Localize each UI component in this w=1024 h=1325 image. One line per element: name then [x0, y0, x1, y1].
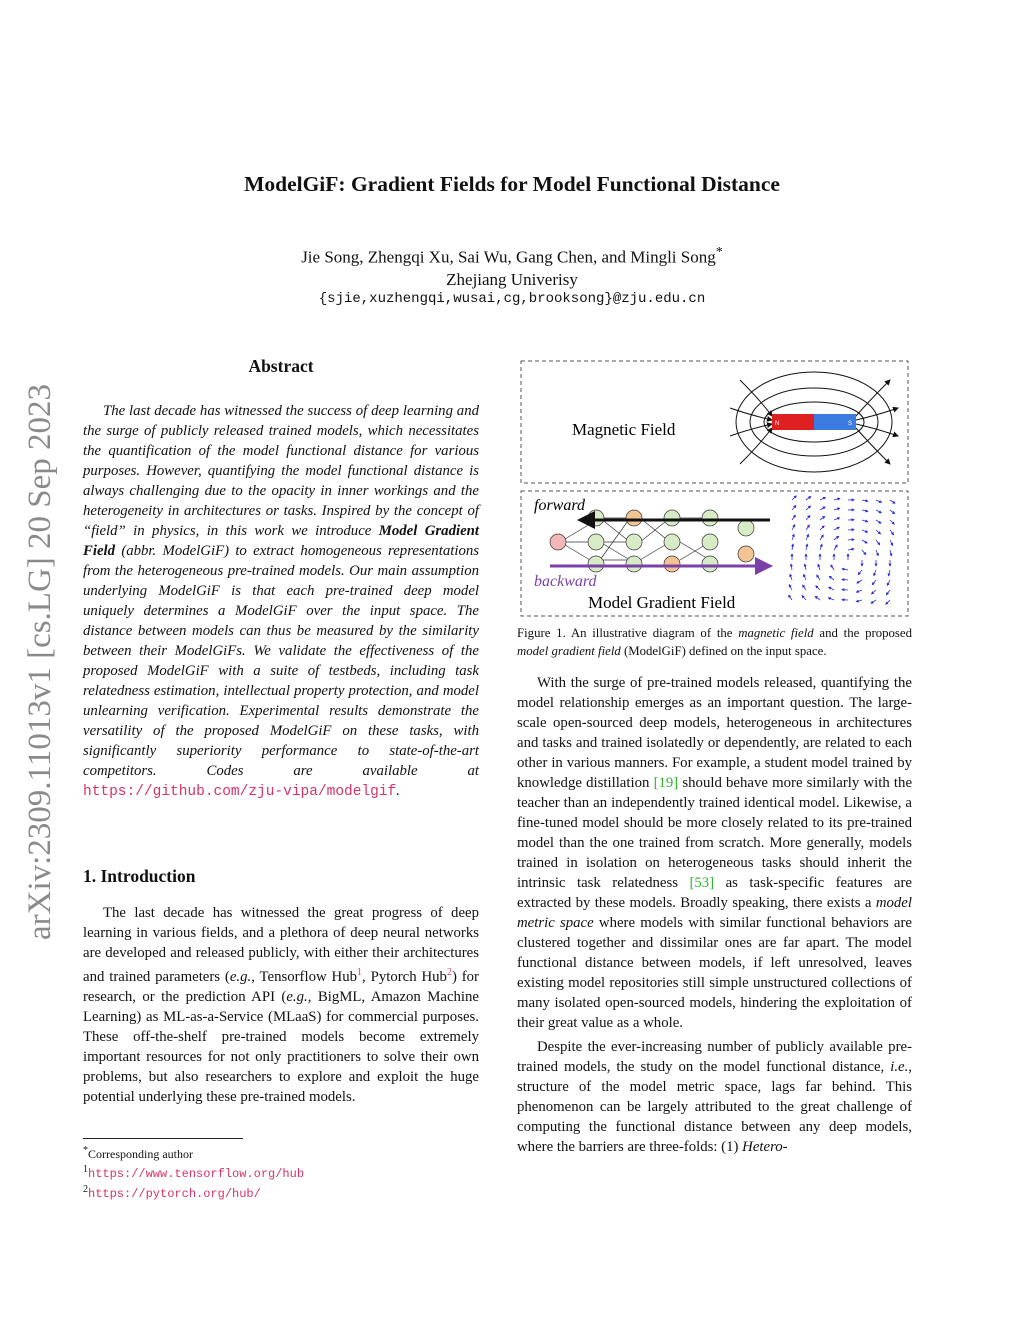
- authors: Jie Song, Zhengqi Xu, Sai Wu, Gang Chen, and Mingli Song: [301, 247, 716, 267]
- paragraph: [517, 673, 912, 1033]
- vector-arrow: [816, 586, 820, 590]
- citation-53[interactable]: [53]: [689, 875, 715, 891]
- vector-arrow: [829, 587, 834, 590]
- vector-arrow: [876, 540, 880, 545]
- vector-arrow: [862, 500, 868, 501]
- vector-arrow: [820, 507, 825, 510]
- footnote-link-2[interactable]: https://pytorch.org/hub/: [88, 1187, 261, 1201]
- vector-arrow: [848, 549, 854, 550]
- vector-arrow: [831, 565, 834, 570]
- vector-arrow: [792, 525, 795, 530]
- vector-arrow: [791, 564, 792, 570]
- vector-arrow: [862, 530, 868, 532]
- vector-arrow: [889, 570, 891, 576]
- vector-arrow: [834, 536, 839, 540]
- vector-arrow: [820, 497, 825, 500]
- backward-label: backward: [534, 573, 597, 590]
- gradient-vector-field: [789, 496, 895, 604]
- author-block: [0, 241, 1024, 291]
- intro-heading: 1. Introduction: [83, 866, 196, 886]
- intro-eg: e.g.: [229, 968, 252, 985]
- vector-arrow: [886, 590, 890, 595]
- vector-arrow: [806, 506, 811, 510]
- vector-arrow: [792, 506, 796, 511]
- vector-arrow: [818, 564, 820, 570]
- text: Despite the ever-increasing number of publicly available pre-trained models, the study on the model functional distance,: [517, 1039, 912, 1075]
- affiliation: Zhejiang Univerisy: [446, 269, 578, 289]
- footnote-corresponding: Corresponding author: [88, 1147, 193, 1161]
- vector-arrow: [890, 500, 895, 503]
- vector-arrow: [887, 580, 890, 585]
- vector-arrow: [789, 585, 792, 590]
- vector-arrow: [862, 510, 868, 511]
- forward-label: forward: [534, 497, 585, 514]
- vector-arrow: [872, 580, 876, 585]
- intro-eg: e.g.: [286, 988, 308, 1005]
- vector-arrow: [848, 539, 854, 540]
- vector-arrow: [857, 580, 862, 583]
- vector-arrow: [792, 496, 796, 500]
- vector-arrow: [871, 600, 876, 603]
- vector-arrow: [806, 544, 807, 550]
- vector-arrow: [829, 576, 834, 580]
- vector-arrow: [858, 570, 862, 575]
- vector-arrow: [890, 530, 894, 535]
- vector-arrow: [876, 550, 878, 556]
- text: where models with similar functional behaviors are clustered together and dissimilar ones are far apart. The model functional distance between models, if left unresolved, leaves existing model repositories still simple unstructured collections of many isolated open-sourced models, hindering the exploitation of their great value as a whole.: [517, 915, 912, 1031]
- intro-part: , Pytorch Hub: [362, 968, 447, 985]
- vector-arrow: [820, 544, 822, 550]
- vector-arrow: [842, 569, 848, 570]
- text: as task-specific features are extracted by these models. Broadly speaking, there exists a: [517, 875, 912, 911]
- vector-arrow: [862, 550, 866, 555]
- vector-arrow: [890, 540, 893, 545]
- vector-arrow: [820, 526, 824, 530]
- abstract-keyword: Model Gradient Field: [83, 523, 479, 559]
- vector-arrow: [802, 596, 806, 600]
- figure-1: [520, 360, 910, 618]
- emphasis: model metric space: [517, 895, 912, 931]
- vector-arrow: [890, 550, 892, 556]
- text: With the surge of pre-trained models released, quantifying the model relationship emerges as an important question. The large-scale open-sourced deep models, heterogeneous in architectures and tasks and trained isolatedly or dependently, are related to each other in various manners. For example, a student model trained by knowledge distillation: [517, 675, 912, 791]
- vector-arrow: [862, 520, 868, 522]
- footnote-ref-2[interactable]: 2: [446, 967, 452, 978]
- vector-arrow: [806, 497, 811, 501]
- abstract-part-1: The last decade has witnessed the success of deep learning and the surge of publicly released trained models, which necessitates the quantification of the model functional distance for various purposes. However, quantifying the model functional distance is always challenging due to the opacity in inner workings and the heterogeneity in architectures or tasks. Inspired by the concept of “field” in physics, in this work we introduce: [83, 403, 479, 539]
- intro-part: The last decade has witnessed the great progress of deep learning in various fields, and a plethora of deep neural networks are developed and released publicly, with either their architectures and trained parameters (: [83, 905, 479, 985]
- vector-arrow: [820, 516, 825, 520]
- abstract-text: [83, 401, 479, 802]
- text: , structure of the model metric space, lags far behind. This phenomenon can be largely attributed to the great challenge of computing the functional distance between any deep models, where the barriers are three-folds: (1): [517, 1059, 912, 1155]
- vector-arrow: [876, 520, 881, 523]
- arxiv-watermark: arXiv:2309.11013v1 [cs.LG] 20 Sep 2023: [22, 383, 58, 940]
- vector-arrow: [834, 545, 837, 550]
- vector-arrow: [886, 600, 890, 604]
- vector-arrow: [842, 579, 848, 580]
- vector-arrow: [834, 518, 840, 520]
- vector-arrow: [876, 530, 881, 534]
- vector-arrow: [806, 535, 809, 541]
- vector-arrow: [876, 500, 882, 502]
- caption-em: model gradient field: [517, 644, 621, 658]
- vector-arrow: [890, 510, 895, 514]
- north-label: N: [775, 421, 780, 427]
- vector-arrow: [890, 520, 894, 524]
- vector-arrow: [805, 564, 806, 570]
- caption-part: Figure 1. An illustrative diagram of the: [517, 626, 739, 640]
- vector-arrow: [820, 535, 823, 540]
- abstract-heading: Abstract: [248, 356, 314, 376]
- text: should behave more similarly with the teacher than an independently trained identical model. Likewise, a fine-tuned model should be more closely related to its pre-trained model than the one trained from scratch. More generally, models trained in isolation on heterogeneous tasks should inherit the intrinsic task relatedness: [517, 775, 913, 891]
- vector-arrow: [804, 575, 807, 581]
- vector-arrow: [806, 525, 809, 530]
- vector-arrow: [834, 527, 839, 530]
- footnote-link-1[interactable]: https://www.tensorflow.org/hub: [88, 1167, 305, 1181]
- vector-arrow: [792, 534, 794, 540]
- vector-arrow: [806, 516, 810, 520]
- vector-arrow: [876, 510, 881, 513]
- code-link[interactable]: https://github.com/zju-vipa/modelgif: [83, 784, 397, 800]
- footnote-star: *: [83, 1145, 88, 1156]
- magnetic-field-label: Magnetic Field: [572, 420, 676, 439]
- citation-19[interactable]: [19]: [653, 775, 679, 791]
- intro-text: [83, 903, 479, 1107]
- emphasis: Hetero-: [742, 1139, 788, 1155]
- footnotes: [83, 1143, 304, 1202]
- paper-title: ModelGiF: Gradient Fields for Model Functional Distance: [244, 172, 780, 196]
- vector-arrow: [803, 585, 806, 590]
- gradient-field-label: Model Gradient Field: [588, 593, 736, 612]
- right-column-text: [517, 673, 912, 1161]
- vector-arrow: [834, 508, 840, 510]
- vector-arrow: [834, 499, 840, 501]
- vector-arrow: [789, 595, 792, 600]
- emphasis: i.e.: [890, 1059, 909, 1075]
- vector-arrow: [815, 596, 820, 600]
- footnote-num-2: 2: [83, 1184, 88, 1195]
- vector-arrow: [862, 540, 867, 543]
- vector-arrow: [792, 544, 793, 550]
- south-label: S: [848, 421, 853, 427]
- caption-em: magnetic field: [738, 626, 814, 640]
- vector-arrow: [792, 515, 795, 520]
- intro-part: , BigML, Amazon Machine Learning) as ML-as-a-Service (MLaaS) for commercial purposes. These off-the-shelf pre-trained models become extremely important resources for not only practitioners to solve their own problems, but also researchers to explore and exploit the huge potential underlying these pre-trained models.: [83, 988, 479, 1105]
- vector-arrow: [790, 574, 792, 580]
- vector-arrow: [856, 590, 862, 592]
- caption-part: and the proposed: [813, 626, 912, 640]
- emails: {sjie,xuzhengqi,wusai,cg,brooksong}@zju.edu.cn: [318, 291, 706, 307]
- corresponding-mark: *: [715, 244, 723, 260]
- vector-arrow: [817, 575, 820, 580]
- footnote-ref-1[interactable]: 1: [357, 967, 363, 978]
- vector-arrow: [856, 600, 862, 602]
- figure-caption: [517, 624, 912, 660]
- footnote-rule: [83, 1138, 243, 1139]
- vector-arrow: [828, 598, 834, 600]
- intro-part: ) for research, or the prediction API (: [83, 968, 479, 1005]
- abstract-end: .: [396, 783, 400, 799]
- abstract-part-2: (abbr. ModelGiF) to extract homogeneous representations from the heterogeneous pre-trained models. Our main assumption underlying ModelGiF is that each pre-trained deep model uniquely determines a ModelGiF over the input space. The distance between models can thus be measured by the similarity between their ModelGiFs. We validate the effectiveness of the proposed ModelGiF with a suite of testbeds, including task relatedness estimation, intellectual property protection, and model unlearning verification. Experimental results demonstrate the versatility of the proposed ModelGiF on these tasks, with significantly superiority performance to state-of-the-art competitors. Codes are available at: [83, 543, 479, 779]
- vector-arrow: [874, 570, 876, 576]
- paragraph: [517, 1037, 912, 1157]
- intro-part: , Tensorflow Hub: [251, 968, 358, 985]
- footnote-num-1: 1: [83, 1164, 88, 1175]
- vector-arrow: [872, 590, 877, 594]
- caption-part: (ModelGiF) defined on the input space.: [620, 644, 827, 658]
